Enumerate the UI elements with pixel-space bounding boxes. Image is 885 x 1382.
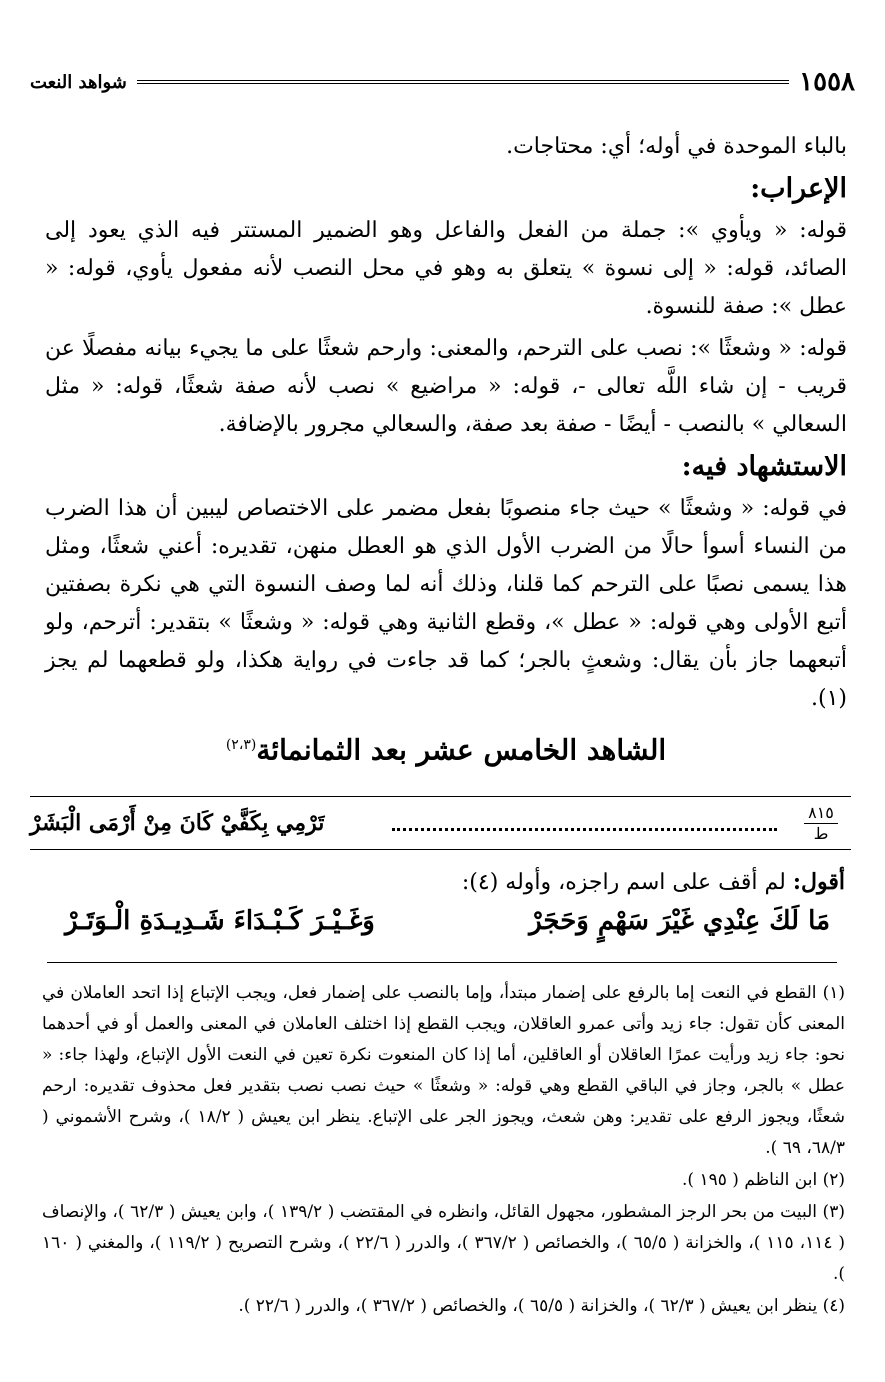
paragraph-irab-1: قوله: « ويأوي »: جملة من الفعل والفاعل وهو الضمير المستتر فيه الذي يعود إلى الصائد، قوله: « إلى نسوة » يتعلق به وهو في محل النصب لأنه مفعول يأوي، قوله: « عطل »: صفة للنسوة.: [45, 218, 847, 319]
shahid-title-text: الشاهد الخامس عشر بعد الثمانمائة: [256, 733, 667, 767]
paragraph-irab-2: قوله: « وشعثًا »: نصب على الترحم، والمعنى: وارحم شعثًا على ما يجيء بيانه مفصلًا عن قريب - إن شاء اللَّه تعالى -، قوله: « مراضيع » نصب لأنه صفة شعثًا، قوله: « مثل السعالي » بالنصب - أيضًا - صفة بعد صفة، والسعالي مجرور بالإضافة.: [45, 336, 847, 437]
paragraph-istishhad: في قوله: « وشعثًا » حيث جاء منصوبًا بفعل مضمر على الاختصاص ليبين أن هذا الضرب من النساء أسوأ حالًا من الضرب الأول الذي هو العطل منهن، تقديره: أعني شعثًا، ومثل هذا يسمى نصبًا على الترحم كما قلنا، وذلك أنه لما وصف النسوة التي هي نكرة بصفتين أتبع الأولى وهي قوله: « عطل »، وقطع الثانية وهي قوله: « وشعثًا » بتقدير: أترحم، ولو أتبعهما جاز بأن يقال: وشعثٍ بالجر؛ كما قد جاءت في رواية هكذا، ولو قطعهما لم يجز (١).: [45, 496, 847, 711]
footnote-divider: [47, 962, 837, 963]
footnote-2: (٢) ابن الناظم ( ١٩٥ ).: [682, 1170, 845, 1190]
intro-text: لم أقف على اسم راجزه، وأوله (٤):: [461, 870, 793, 895]
heading-irab: الإعراب:: [750, 173, 847, 204]
verse-marker: ط: [813, 823, 829, 843]
header-rule: [137, 80, 789, 84]
intro-label: أقول:: [792, 869, 845, 895]
verse-number: ٨١٥: [808, 802, 834, 822]
heading-istishhad: الاستشهاد فيه:: [681, 451, 847, 482]
running-title: شواهد النعت: [30, 71, 127, 93]
hemistich-right: مَا لَكَ عِنْدِي غَيْرَ سَهْمٍ وَحَجَرْ: [529, 906, 830, 936]
footnote-1: (١) القطع في النعت إما بالرفع على إضمار مبتدأ، وإما بالنصب على إضمار فعل، ويجب الإتباع إذا اتحد العاملان في المعنى كأن تقول: جاء زيد وأتى عمرو العاقلان، ويجب القطع إذا اختلف العاملان في المعنى والعمل أو في أحدهما نحو: جاء زيد ورأيت عمرًا العاقلان أو العاقلين، أما إذا كان المنعوت نكرة تعين في النعت الأول الإتباع، ولهذا جاء: « عطل » بالجر، وجاز في الباقي القطع وهي قوله: « وشعثًا » حيث نصب نصب بتقدير فعل محذوف تقديره: ارحم شعثًا، ويجوز الرفع على تقدير: وهن شعث، ويجوز الجر على الإتباع. ينظر ابن يعيش ( ١٨/٢ )، وشرح الأشموني ( ٦٨/٣، ٦٩ ).: [42, 983, 845, 1158]
shahid-refs: (٢،٣): [225, 737, 257, 753]
verse-text: تَرْمِي بِكَفَّيْ كَانَ مِنْ أَرْمَى الْبَشَرْ: [30, 810, 325, 836]
couplet: [65, 906, 830, 950]
paragraph-intro: بالباء الموحدة في أوله؛ أي: محتاجات.: [506, 134, 847, 159]
hemistich-left: وَغَـيْـرَ كَـبْـدَاءَ شَـدِيـدَةِ الْـوَتَـرْ: [65, 906, 375, 936]
page-header: [30, 64, 855, 100]
dotted-leader: [392, 816, 777, 831]
verse-number-block: [791, 802, 851, 843]
verse-intro: [462, 864, 845, 901]
footnotes: [42, 978, 845, 1323]
shahid-title: [45, 720, 847, 775]
main-text: [45, 128, 847, 775]
footnote-3: (٣) البيت من بحر الرجز المشطور، مجهول القائل، وانظره في المقتضب ( ١٣٩/٢ )، وابن يعيش ( ٦٢/٣ )، والإنصاف ( ١١٤، ١١٥ )، والخزانة ( ٦٥/٥ )، والخصائص ( ٣٦٧/٢ )، والدرر ( ٢٢/٦ )، وشرح التصريح ( ١١٩/٢ )، والمغني ( ١٦٠ ).: [42, 1202, 846, 1284]
verse-box: [30, 796, 851, 850]
footnote-4: (٤) ينظر ابن يعيش ( ٦٢/٣ )، والخزانة ( ٦٥/٥ )، والخصائص ( ٣٦٧/٢ )، والدرر ( ٢٢/٦ ).: [238, 1296, 845, 1316]
page-number: ١٥٥٨: [799, 67, 855, 97]
